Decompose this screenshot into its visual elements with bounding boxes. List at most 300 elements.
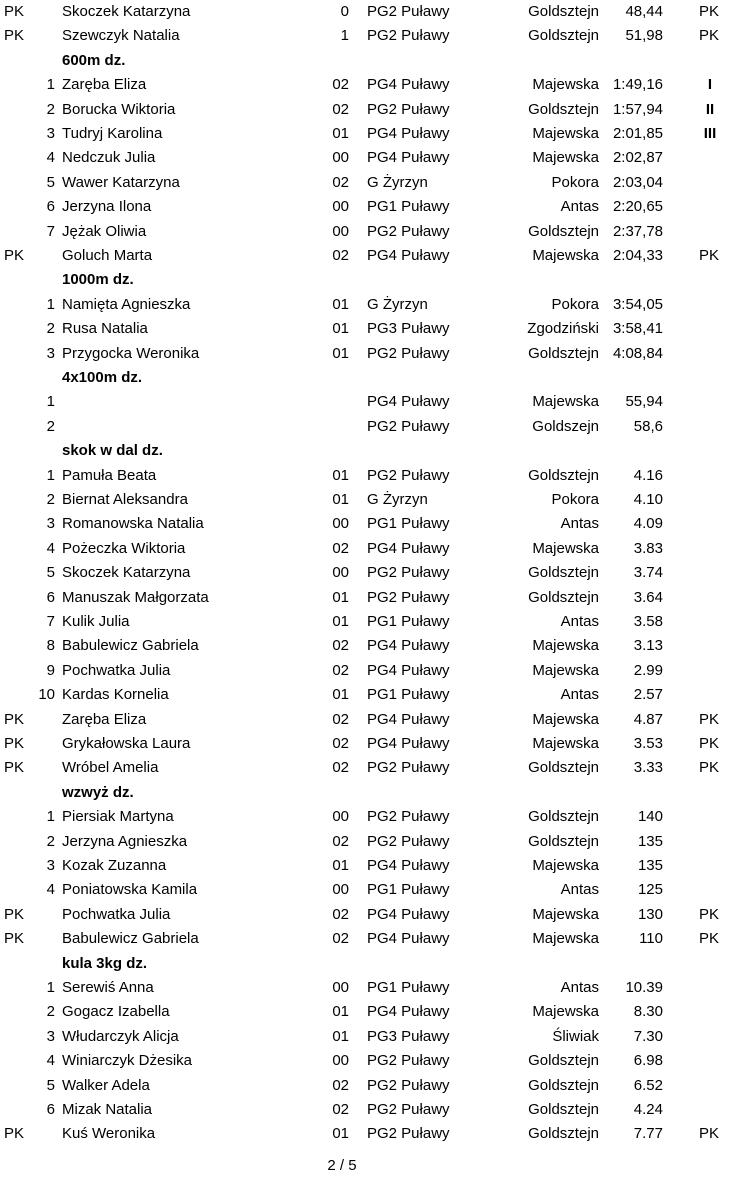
place: 3 — [46, 125, 55, 142]
class: PK — [699, 930, 720, 948]
coach: Majewska — [532, 393, 599, 411]
birth-year: 02 — [332, 247, 349, 264]
birth-year: 01 — [332, 588, 349, 606]
place: 2 — [46, 417, 55, 435]
place: 1 — [46, 295, 55, 313]
club: PG4 Puławy — [367, 637, 450, 655]
athlete-name: Pamuła Beata — [62, 466, 157, 484]
birth-year: 01 — [332, 1125, 349, 1143]
place: 4 — [46, 1052, 55, 1070]
pk-flag: PK — [4, 1125, 25, 1143]
athlete-name: Jerzyna Agnieszka — [62, 832, 188, 850]
result-row — [0, 24, 750, 48]
birth-year: 01 — [332, 466, 349, 484]
result: 135 — [637, 857, 663, 874]
place: 2 — [46, 832, 55, 850]
result-row — [0, 293, 750, 317]
club: PG3 Puławy — [367, 1027, 450, 1045]
birth-year: 02 — [332, 930, 349, 948]
birth-year: 02 — [332, 173, 349, 191]
coach: Goldsztejn — [528, 1052, 599, 1070]
coach: Goldszejn — [532, 417, 599, 435]
result: 3.33 — [633, 759, 663, 777]
birth-year: 02 — [332, 637, 349, 655]
athlete-name: Babulewicz Gabriela — [62, 930, 199, 948]
coach: Antas — [560, 979, 599, 996]
athlete-name: Rusa Natalia — [62, 320, 148, 338]
athlete-name: Kulik Julia — [62, 613, 130, 630]
club: PG4 Puławy — [367, 735, 450, 752]
coach: Goldsztejn — [528, 564, 599, 582]
result-row — [0, 317, 750, 341]
result-row — [0, 634, 750, 658]
birth-year: 02 — [332, 661, 349, 679]
result-row — [0, 1025, 750, 1049]
athlete-name: Jężak Oliwia — [62, 222, 147, 240]
birth-year: 00 — [332, 1052, 349, 1070]
coach: Goldsztejn — [528, 27, 599, 45]
club: PG1 Puławy — [367, 979, 450, 996]
athlete-name: Kuś Weronika — [62, 1125, 156, 1143]
result: 3.64 — [633, 588, 663, 606]
result: 2.57 — [633, 686, 663, 704]
club: PG4 Puławy — [367, 149, 450, 167]
birth-year: 00 — [332, 881, 349, 899]
birth-year: 02 — [332, 710, 349, 728]
coach: Goldsztejn — [528, 832, 599, 850]
athlete-name: Włudarczyk Alicja — [62, 1027, 179, 1045]
birth-year: 01 — [332, 686, 349, 704]
pk-flag: PK — [4, 759, 25, 777]
place: 5 — [46, 564, 55, 582]
club: PG4 Puławy — [367, 857, 450, 874]
birth-year: 02 — [332, 539, 349, 557]
coach: Majewska — [532, 247, 599, 264]
coach: Majewska — [532, 149, 599, 167]
result-row — [0, 830, 750, 854]
result: 2:04,33 — [612, 247, 663, 264]
club: PG2 Puławy — [367, 759, 450, 777]
club: PG4 Puławy — [367, 125, 450, 142]
birth-year: 00 — [332, 515, 349, 533]
result: 135 — [637, 832, 663, 850]
event-header — [0, 366, 750, 390]
coach: Majewska — [532, 710, 599, 728]
coach: Majewska — [532, 76, 599, 94]
club: PG2 Puławy — [367, 466, 450, 484]
athlete-name: Wawer Katarzyna — [62, 173, 180, 191]
athlete-name: Przygocka Weronika — [62, 344, 200, 362]
place: 1 — [46, 808, 55, 826]
club: PG2 Puławy — [367, 832, 450, 850]
page-number: 2 / 5 — [327, 1157, 357, 1174]
club: PG2 Puławy — [367, 100, 450, 118]
coach: Goldsztejn — [528, 466, 599, 484]
coach: Pokora — [551, 295, 599, 313]
result: 55,94 — [625, 393, 663, 411]
coach: Antas — [560, 198, 599, 216]
class: PK — [699, 905, 720, 923]
place: 2 — [46, 491, 55, 508]
birth-year: 01 — [332, 491, 349, 508]
athlete-name: Zaręba Eliza — [62, 76, 147, 94]
coach: Śliwiak — [552, 1027, 599, 1045]
result-row — [0, 488, 750, 512]
result: 3:58,41 — [612, 320, 663, 338]
place: 1 — [46, 76, 55, 94]
coach: Zgodziński — [527, 320, 599, 338]
class: PK — [699, 27, 720, 45]
club: PG1 Puławy — [367, 686, 450, 704]
event-title: kula 3kg dz. — [62, 954, 148, 972]
result-row — [0, 1098, 750, 1122]
athlete-name: Pochwatka Julia — [62, 661, 171, 679]
class: III — [703, 125, 717, 142]
result-row — [0, 1000, 750, 1024]
place: 1 — [46, 979, 55, 996]
athlete-name: Pożeczka Wiktoria — [62, 539, 186, 557]
club: PG4 Puławy — [367, 1003, 450, 1021]
result-row — [0, 98, 750, 122]
event-header — [0, 781, 750, 805]
class: PK — [699, 3, 720, 20]
class: PK — [699, 759, 720, 777]
club: PG2 Puławy — [367, 3, 450, 20]
result: 125 — [637, 881, 663, 899]
birth-year: 01 — [332, 1003, 349, 1021]
coach: Pokora — [551, 491, 599, 508]
event-title: 600m dz. — [62, 51, 126, 69]
coach: Goldsztejn — [528, 808, 599, 826]
place: 2 — [46, 100, 55, 118]
result: 3.53 — [633, 735, 663, 752]
club: PG1 Puławy — [367, 613, 450, 630]
athlete-name: Mizak Natalia — [62, 1101, 153, 1118]
coach: Majewska — [532, 735, 599, 752]
result-row — [0, 1074, 750, 1098]
place: 6 — [46, 1101, 55, 1118]
athlete-name: Szewczyk Natalia — [62, 27, 180, 45]
club: PG4 Puławy — [367, 76, 450, 94]
class: PK — [699, 710, 720, 728]
result-row — [0, 903, 750, 927]
place: 6 — [46, 588, 55, 606]
coach: Pokora — [551, 173, 599, 191]
club: PG2 Puławy — [367, 344, 450, 362]
event-header — [0, 49, 750, 73]
place: 4 — [46, 149, 55, 167]
result: 8.30 — [633, 1003, 663, 1021]
athlete-name: Namięta Agnieszka — [62, 295, 191, 313]
birth-year: 1 — [340, 27, 349, 45]
result: 48,44 — [625, 3, 663, 20]
athlete-name: Gogacz Izabella — [62, 1003, 170, 1021]
coach: Goldsztejn — [528, 1076, 599, 1094]
result: 4.24 — [633, 1101, 663, 1118]
athlete-name: Goluch Marta — [62, 247, 153, 264]
result: 7.77 — [633, 1125, 663, 1143]
coach: Goldsztejn — [528, 222, 599, 240]
club: PG2 Puławy — [367, 1076, 450, 1094]
result: 2:03,04 — [612, 173, 663, 191]
birth-year: 00 — [332, 149, 349, 167]
event-header — [0, 952, 750, 976]
birth-year: 01 — [332, 320, 349, 338]
result-row — [0, 756, 750, 780]
club: G Żyrzyn — [367, 173, 428, 191]
result: 1:57,94 — [612, 100, 663, 118]
club: PG4 Puławy — [367, 539, 450, 557]
result-row — [0, 561, 750, 585]
result-row — [0, 512, 750, 536]
result: 140 — [637, 808, 663, 826]
coach: Goldsztejn — [528, 100, 599, 118]
result: 3.74 — [633, 564, 663, 582]
coach: Majewska — [532, 905, 599, 923]
athlete-name: Manuszak Małgorzata — [62, 588, 209, 606]
coach: Majewska — [532, 125, 599, 142]
coach: Antas — [560, 613, 599, 630]
club: PG2 Puławy — [367, 1125, 450, 1143]
athlete-name: Wróbel Amelia — [62, 759, 159, 777]
birth-year: 02 — [332, 1101, 349, 1118]
result-row — [0, 146, 750, 170]
place: 3 — [46, 1027, 55, 1045]
result: 3.83 — [633, 539, 663, 557]
athlete-name: Tudryj Karolina — [62, 125, 163, 142]
pk-flag: PK — [4, 247, 25, 264]
result-row — [0, 854, 750, 878]
coach: Antas — [560, 686, 599, 704]
birth-year: 02 — [332, 759, 349, 777]
result-row — [0, 244, 750, 268]
place: 1 — [46, 466, 55, 484]
athlete-name: Kozak Zuzanna — [62, 857, 167, 874]
result-row — [0, 878, 750, 902]
club: PG1 Puławy — [367, 881, 450, 899]
club: PG4 Puławy — [367, 393, 450, 411]
pk-flag: PK — [4, 710, 25, 728]
athlete-name: Nedczuk Julia — [62, 149, 156, 167]
club: PG4 Puławy — [367, 905, 450, 923]
athlete-name: Kardas Kornelia — [62, 686, 169, 704]
place: 2 — [46, 1003, 55, 1021]
class: PK — [699, 247, 720, 264]
result: 51,98 — [625, 27, 663, 45]
result: 6.52 — [633, 1076, 663, 1094]
result-row — [0, 195, 750, 219]
club: PG2 Puławy — [367, 222, 450, 240]
club: PG2 Puławy — [367, 417, 450, 435]
athlete-name: Biernat Aleksandra — [62, 491, 188, 508]
result-row — [0, 73, 750, 97]
result-row — [0, 683, 750, 707]
club: PG1 Puławy — [367, 198, 450, 216]
athlete-name: Winiarczyk Dżesika — [62, 1052, 193, 1070]
birth-year: 0 — [340, 3, 349, 20]
coach: Antas — [560, 881, 599, 899]
club: PG2 Puławy — [367, 1052, 450, 1070]
place: 3 — [46, 515, 55, 533]
birth-year: 02 — [332, 905, 349, 923]
place: 7 — [46, 613, 55, 630]
coach: Goldsztejn — [528, 588, 599, 606]
class: PK — [699, 735, 720, 752]
club: PG4 Puławy — [367, 710, 450, 728]
result-row — [0, 805, 750, 829]
birth-year: 00 — [332, 979, 349, 996]
coach: Goldsztejn — [528, 1125, 599, 1143]
athlete-name: Poniatowska Kamila — [62, 881, 198, 899]
birth-year: 01 — [332, 1027, 349, 1045]
class: I — [707, 76, 713, 94]
result-row — [0, 976, 750, 1000]
result-row — [0, 732, 750, 756]
result: 3.58 — [633, 613, 663, 630]
result-row — [0, 927, 750, 951]
athlete-name: Borucka Wiktoria — [62, 100, 176, 118]
result: 110 — [639, 930, 663, 948]
athlete-name: Babulewicz Gabriela — [62, 637, 199, 655]
result: 2:37,78 — [612, 222, 663, 240]
birth-year: 00 — [332, 198, 349, 216]
club: PG4 Puławy — [367, 247, 450, 264]
result-row — [0, 659, 750, 683]
result-row — [0, 708, 750, 732]
club: PG2 Puławy — [367, 588, 450, 606]
place: 7 — [46, 222, 55, 240]
result: 4.16 — [633, 466, 663, 484]
birth-year: 02 — [332, 76, 349, 94]
birth-year: 00 — [332, 564, 349, 582]
birth-year: 01 — [332, 344, 349, 362]
event-title: wzwyż dz. — [62, 783, 134, 801]
result: 3.13 — [633, 637, 663, 655]
birth-year: 02 — [332, 735, 349, 752]
place: 3 — [46, 344, 55, 362]
coach: Goldsztejn — [528, 759, 599, 777]
result-row — [0, 171, 750, 195]
result: 7.30 — [633, 1027, 663, 1045]
club: PG2 Puławy — [367, 1101, 450, 1118]
place: 5 — [46, 173, 55, 191]
coach: Goldsztejn — [528, 1101, 599, 1118]
birth-year: 01 — [332, 857, 349, 874]
birth-year: 01 — [332, 125, 349, 142]
pk-flag: PK — [4, 735, 25, 752]
place: 5 — [46, 1076, 55, 1094]
result: 3:54,05 — [612, 295, 663, 313]
result: 2:02,87 — [612, 149, 663, 167]
result-row — [0, 586, 750, 610]
athlete-name: Pochwatka Julia — [62, 905, 171, 923]
result: 2:01,85 — [612, 125, 663, 142]
coach: Majewska — [532, 1003, 599, 1021]
result-row — [0, 610, 750, 634]
club: G Żyrzyn — [367, 491, 428, 508]
result-row — [0, 415, 750, 439]
athlete-name: Grykałowska Laura — [62, 735, 191, 752]
result-row — [0, 0, 750, 24]
place: 1 — [46, 393, 55, 411]
birth-year: 00 — [332, 808, 349, 826]
result: 10.39 — [625, 979, 663, 996]
event-header — [0, 439, 750, 463]
result-row — [0, 390, 750, 414]
result-row — [0, 464, 750, 488]
coach: Antas — [560, 515, 599, 533]
place: 3 — [46, 857, 55, 874]
place: 10 — [38, 686, 55, 704]
result: 4.10 — [633, 491, 663, 508]
club: PG1 Puławy — [367, 515, 450, 533]
coach: Majewska — [532, 539, 599, 557]
event-title: skok w dal dz. — [62, 442, 163, 460]
result-row — [0, 122, 750, 146]
place: 8 — [46, 637, 55, 655]
result-row — [0, 537, 750, 561]
club: PG2 Puławy — [367, 27, 450, 45]
club: G Żyrzyn — [367, 295, 428, 313]
coach: Goldsztejn — [528, 344, 599, 362]
club: PG2 Puławy — [367, 564, 450, 582]
place: 4 — [46, 539, 55, 557]
athlete-name: Serewiś Anna — [62, 979, 154, 996]
result-row — [0, 342, 750, 366]
place: 9 — [46, 661, 55, 679]
pk-flag: PK — [4, 3, 25, 20]
birth-year: 01 — [332, 295, 349, 313]
result: 4.87 — [633, 710, 663, 728]
class: II — [705, 100, 715, 118]
pk-flag: PK — [4, 905, 25, 923]
result: 4.09 — [633, 515, 663, 533]
event-title: 1000m dz. — [62, 271, 134, 289]
result: 130 — [637, 905, 663, 923]
coach: Majewska — [532, 857, 599, 874]
coach: Majewska — [532, 661, 599, 679]
result-row — [0, 1122, 750, 1146]
birth-year: 02 — [332, 100, 349, 118]
result-row — [0, 1049, 750, 1073]
class: PK — [699, 1125, 720, 1143]
pk-flag: PK — [4, 27, 25, 45]
coach: Majewska — [532, 930, 599, 948]
place: 4 — [46, 881, 55, 899]
birth-year: 00 — [332, 222, 349, 240]
coach: Goldsztejn — [528, 3, 599, 20]
coach: Majewska — [532, 637, 599, 655]
athlete-name: Skoczek Katarzyna — [62, 3, 191, 20]
athlete-name: Walker Adela — [62, 1076, 150, 1094]
club: PG2 Puławy — [367, 808, 450, 826]
event-header — [0, 268, 750, 292]
result: 4:08,84 — [612, 344, 663, 362]
place: 2 — [46, 320, 55, 338]
athlete-name: Piersiak Martyna — [62, 808, 174, 826]
club: PG4 Puławy — [367, 930, 450, 948]
athlete-name: Zaręba Eliza — [62, 710, 147, 728]
athlete-name: Romanowska Natalia — [62, 515, 204, 533]
birth-year: 02 — [332, 832, 349, 850]
event-title: 4x100m dz. — [62, 369, 143, 386]
athlete-name: Skoczek Katarzyna — [62, 564, 191, 582]
result: 58,6 — [633, 417, 663, 435]
athlete-name: Jerzyna Ilona — [62, 198, 152, 216]
result: 6.98 — [633, 1052, 663, 1070]
birth-year: 01 — [332, 613, 349, 630]
club: PG4 Puławy — [367, 661, 450, 679]
